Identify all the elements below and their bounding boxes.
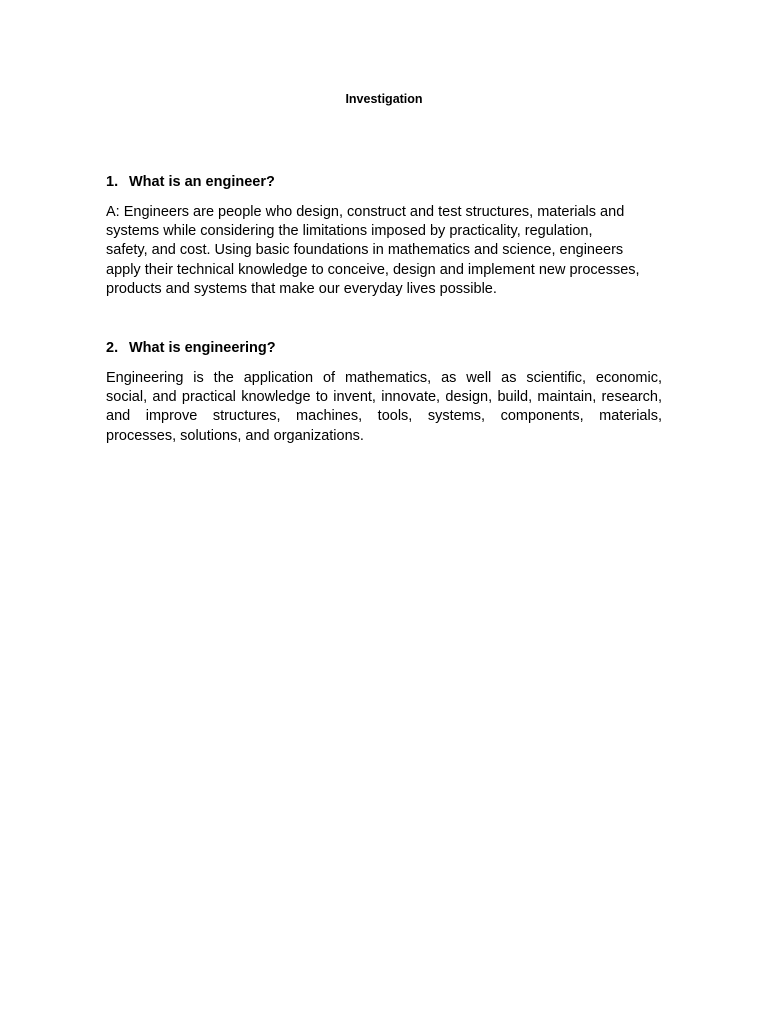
answer-1-line: apply their technical knowledge to conceive, design and implement new processes,	[106, 261, 640, 278]
question-1-text: What is an engineer?	[129, 174, 275, 190]
question-1-heading	[106, 173, 662, 192]
answer-1-line: systems while considering the limitations imposed by practicality, regulation,	[106, 223, 593, 240]
answer-2-line: Engineering is the application of mathematics, as well as scientific, economic,	[106, 370, 662, 386]
answer-2-line: processes, solutions, and organizations.	[106, 427, 364, 444]
answer-2-line: and improve structures, machines, tools, systems, components, materials,	[106, 408, 662, 425]
answer-1-line: A: Engineers are people who design, construct and test structures, materials and	[106, 204, 625, 220]
answer-1-line: products and systems that make our everyday lives possible.	[106, 280, 497, 297]
answer-2-line: social, and practical knowledge to invent, innovate, design, build, maintain, research,	[106, 389, 662, 406]
question-2-number: 2.	[106, 340, 119, 356]
question-1-number: 1.	[106, 174, 119, 190]
question-2-text: What is engineering?	[129, 340, 276, 356]
answer-2-paragraph	[106, 369, 662, 446]
answer-1-paragraph	[106, 203, 662, 299]
answer-1-line: safety, and cost. Using basic foundations in mathematics and science, engineers	[106, 242, 624, 259]
document-title: Investigation	[345, 92, 423, 106]
question-2-heading	[106, 339, 662, 358]
